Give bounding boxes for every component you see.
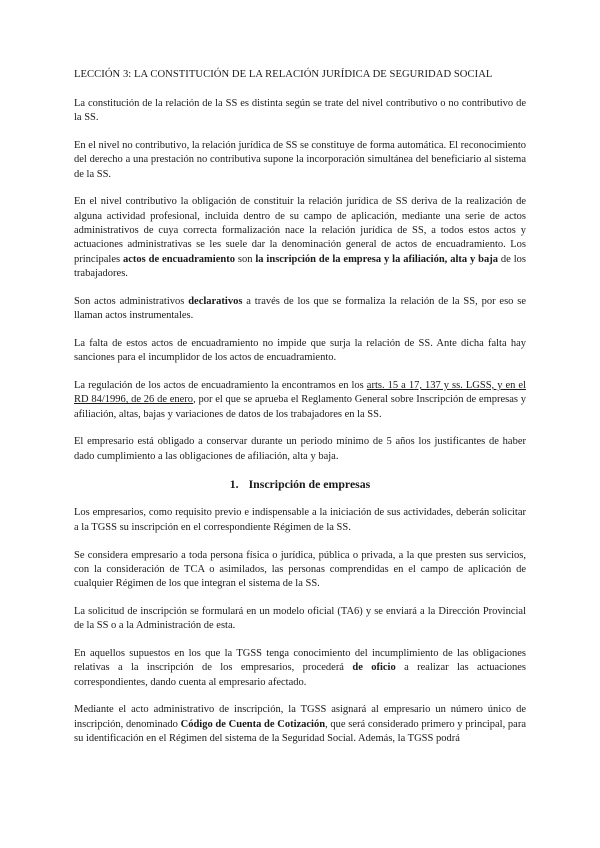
bold-run: Código de Cuenta de Cotización — [180, 718, 326, 730]
text-run: En aquellos supuestos en los que la TGSS tenga conocimiento del incumplimiento de las obligaciones relativas a la inscripción de los empresarios, procederá — [74, 648, 526, 674]
text-run: a realizar las actuaciones correspondientes, dando cuenta al empresario afectado. — [74, 662, 526, 688]
bold-run: de oficio — [352, 662, 396, 674]
paragraph-ex-officio — [74, 647, 526, 690]
text-run: a través de los que se formaliza la relación de la SS, por eso se llaman actos instrumentales. — [74, 295, 526, 322]
text-run: , que será considerado primero y principal, para su identificación en el Régimen del sistema de la Seguridad Social. Además, la TGSS podrá — [74, 718, 527, 744]
section-title: Inscripción de empresas — [248, 477, 371, 492]
paragraph-missing-acts: La falta de estos actos de encuadramiento no impide que surja la relación de SS. Ante dicha falta hay sanciones para el incumplidor de los actos de encuadramiento. — [74, 337, 526, 364]
legal-reference: arts. 15 a 17, 137 y ss. LGSS, y en el RD 84/1996, de 26 de enero — [74, 379, 526, 406]
text-run: Son actos administrativos — [74, 295, 189, 307]
lesson-title: LECCIÓN 3: LA CONSTITUCIÓN DE LA RELACIÓN JURÍDICA DE SEGURIDAD SOCIAL — [74, 69, 493, 80]
section-heading — [74, 477, 526, 491]
paragraph-contributive — [74, 195, 526, 281]
text-run: Mediante el acto administrativo de inscripción, la TGSS asignará al empresario un número único de inscripción, denominado — [74, 704, 526, 730]
paragraph-retention: El empresario está obligado a conservar durante un periodo mínimo de 5 años los justificantes de haber dado cumplimiento a las obligaciones de afiliación, alta y baja. — [74, 436, 526, 462]
paragraph-declarative-acts — [74, 295, 526, 324]
paragraph-non-contributive: En el nivel no contributivo, la relación jurídica de SS se constituye de forma automática. El reconocimiento del derecho a una prestación no contributiva supone la incorporación simultánea del beneficiario al sistema de la SS. — [74, 140, 526, 180]
bold-run: declarativos — [188, 295, 243, 307]
section-number: 1. — [229, 477, 239, 492]
paragraph-regulation — [74, 379, 526, 422]
text-run: , por el que se aprueba el Reglamento General sobre Inscripción de empresas y afiliación, altas, bajas y variaciones de datos de los trabajadores en la SS. — [74, 394, 526, 420]
text-run: son — [234, 253, 256, 265]
text-run: de los trabajadores. — [74, 253, 526, 279]
bold-run: la inscripción de la empresa y la afiliación, alta y baja — [255, 253, 499, 265]
paragraph-employer-definition: Se considera empresario a toda persona física o jurídica, pública o privada, a la que presten sus servicios, con la consideración de TCA o asimilados, las personas comprendidas en el campo de aplicación de cualquier Régimen de los que integran el sistema de la SS. — [74, 549, 526, 590]
text-run: En el nivel contributivo la obligación de constituir la relación jurídica de SS deriva de la realización de alguna actividad profesional, incluida dentro de su campo de aplicación, mediante una serie de actos administrativos de cuya correcta formalización nace la relación jurídica de SS, a todos estos actos y actuaciones administrativas se les suele dar la denominación general de actos de encuadramiento. Los principales — [74, 196, 526, 265]
paragraph-employer-request: Los empresarios, como requisito previo e indispensable a la iniciación de sus actividades, deberán solicitar a la TGSS su inscripción en el correspondiente Régimen de la SS. — [74, 507, 526, 533]
paragraph-application-form: La solicitud de inscripción se formulará en un modelo oficial (TA6) y se enviará a la Dirección Provincial de la SS o a la Administración de esta. — [74, 605, 526, 632]
paragraph-contribution-code — [74, 703, 526, 746]
bold-run: actos de encuadramiento — [122, 253, 235, 265]
text-run: La regulación de los actos de encuadramiento la encontramos en los — [74, 379, 367, 391]
paragraph-constitution: La constitución de la relación de la SS es distinta según se trate del nivel contributivo o no contributivo de la SS. — [74, 98, 526, 124]
